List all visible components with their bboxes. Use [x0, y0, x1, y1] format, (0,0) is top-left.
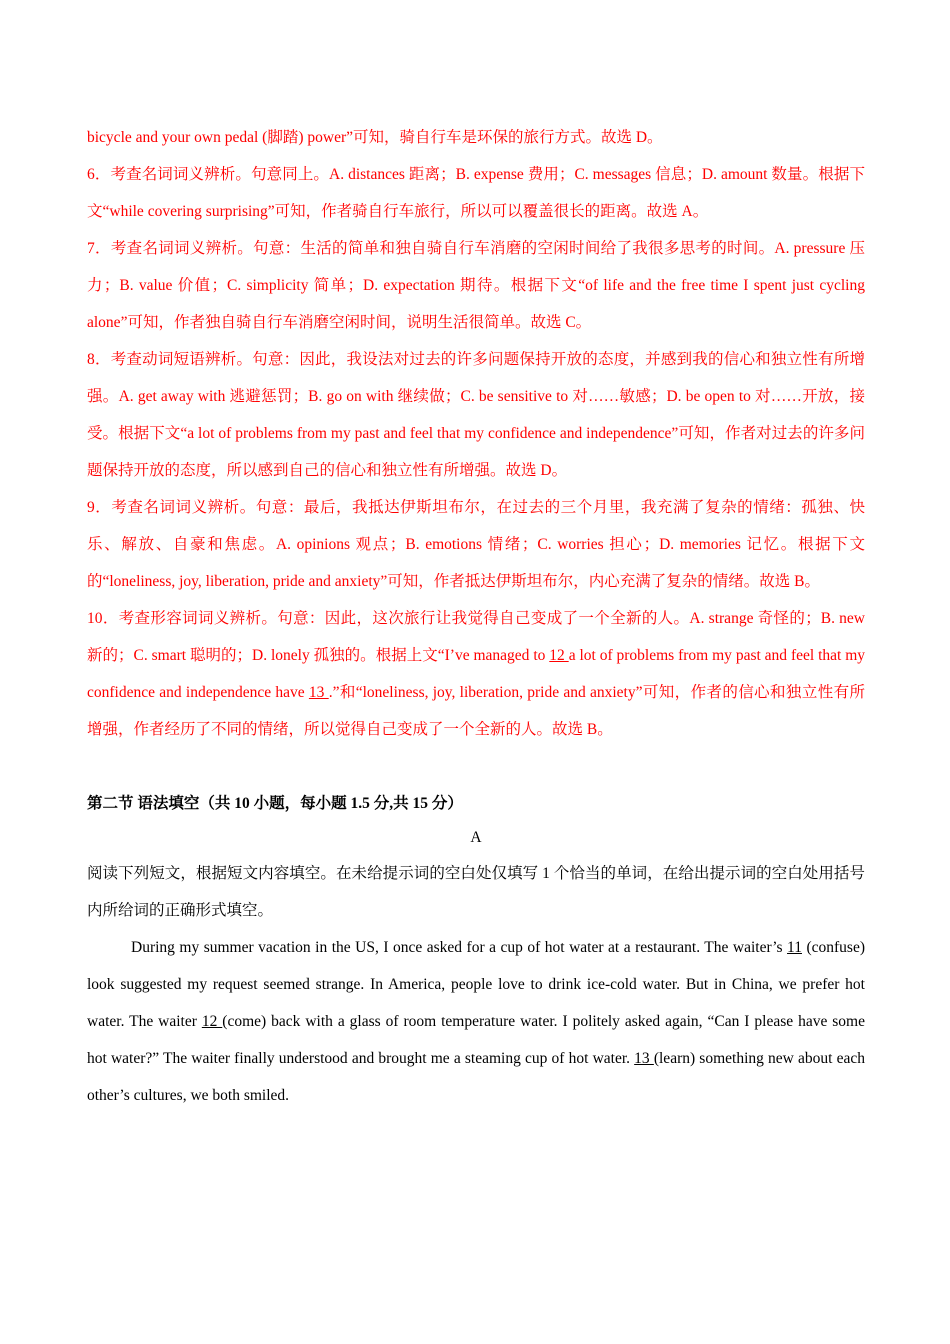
passage-s2: (confuse) look suggested my request seemed strange. In America, people love to drink ice-cold water. But in China, we prefer hot water. The waiter	[87, 939, 865, 1030]
explanation-10	[87, 600, 865, 748]
blank-13-ref: 13	[308, 684, 329, 701]
document-page	[87, 119, 865, 1114]
section-heading: 第二节 语法填空（共 10 小题，每小题 1.5 分,共 15 分）	[87, 795, 463, 812]
explanation-9: 9．考查名词词义辨析。句意：最后，我抵达伊斯坦布尔，在过去的三个月里，我充满了复杂的情绪：孤独、快乐、解放、自豪和焦虑。A. opinions 观点；B. emotions 情绪；C. worries 担心；D. memories 记忆。根据下文的“loneliness, joy, liberation, pride and anxiety”可知，作者抵达伊斯坦布尔，内心充满了复杂的情绪。故选 B。	[87, 499, 865, 590]
passage-s1: During my summer vacation in the US, I once asked for a cup of hot water at a restaurant. The waiter’s	[131, 939, 788, 956]
explanation-8: 8．考查动词短语辨析。句意：因此，我设法对过去的许多问题保持开放的态度，并感到我的信心和独立性有所增强。A. get away with 逃避惩罚；B. go on with 继续做；C. be sensitive to 对……敏感；D. be open to 对……开放，接受。根据下文“a lot of problems from my past and feel that my confidence and independence”可知，作者对过去的许多问题保持开放的态度，所以感到自己的信心和独立性有所增强。故选 D。	[87, 351, 865, 479]
explanation-7: 7．考查名词词义辨析。句意：生活的简单和独自骑自行车消磨的空闲时间给了我很多思考的时间。A. pressure 压力；B. value 价值；C. simplicity 简单；D. expectation 期待。根据下文“of life and the free time I spent just cycling alone”可知，作者独自骑自行车消磨空闲时间，说明生活很简单。故选 C。	[87, 240, 865, 331]
passage	[87, 929, 865, 1114]
explanation-10-part1: 10．考查形容词词义辨析。句意：因此，这次旅行让我觉得自己变成了一个全新的人。A. strange 奇怪的；B. new 新的；C. smart 聪明的；D. lonely 孤独的。根据上文“I’ve managed to	[87, 610, 865, 664]
passage-s3: (come) back with a glass of room temperature water. I politely asked again, “Can I please have some hot water?” The waiter finally understood and brought me a steaming cup of hot water.	[87, 1013, 865, 1067]
blank-12: 12	[201, 1013, 223, 1030]
explanation-6: 6．考查名词词义辨析。句意同上。A. distances 距离；B. expense 费用；C. messages 信息；D. amount 数量。根据下文“while covering surprising”可知，作者骑自行车旅行，所以可以覆盖很长的距离。故选 A。	[87, 166, 865, 220]
explanation-5-tail: bicycle and your own pedal (脚踏) power”可知，骑自行车是环保的旅行方式。故选 D。	[87, 129, 663, 146]
explanation-10-part2: a lot of problems from my past and feel that my confidence and independence have	[87, 647, 866, 701]
passage-s4: (learn) something new about each other’s cultures, we both smiled.	[87, 1050, 866, 1104]
blank-13: 13	[634, 1050, 654, 1067]
explanation-10-part3: .”和“loneliness, joy, liberation, pride and anxiety”可知，作者的信心和独立性有所增强，作者经历了不同的情绪，所以觉得自己变成了一个全新的人。故选 B。	[87, 684, 865, 738]
blank-11: 11	[787, 939, 802, 956]
instructions: 阅读下列短文，根据短文内容填空。在未给提示词的空白处仅填写 1 个恰当的单词，在给出提示词的空白处用括号内所给词的正确形式填空。	[87, 865, 865, 919]
part-label: A	[470, 829, 482, 846]
blank-12-ref: 12	[549, 647, 569, 664]
